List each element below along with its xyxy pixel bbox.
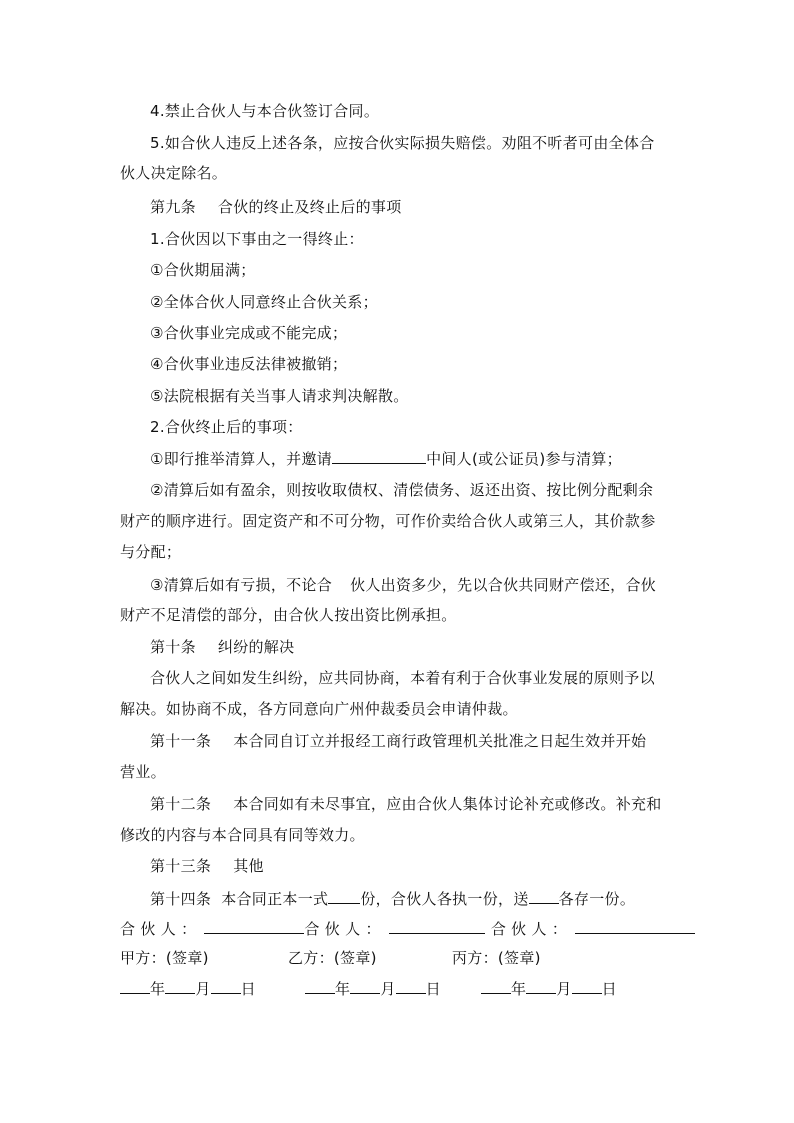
party-a-seal: 甲方：(签章)	[120, 949, 209, 967]
clause-9-item-2-sub-3-cont: 财产不足清偿的部分，由合伙人按出资比例承担。	[120, 606, 457, 624]
date-c: 年 月 日	[481, 978, 617, 999]
day-c-blank[interactable]	[572, 978, 602, 994]
clause-9-sub-3: ③合伙事业完成或不能完成；	[150, 324, 348, 342]
clause-9-item-2-sub-1: ①即行推举清算人，并邀请 中间人(或公证员)参与清算；	[150, 450, 622, 468]
year-c-blank[interactable]	[481, 978, 511, 994]
clause-9-sub-1: ①合伙期届满；	[150, 261, 256, 279]
partner-label-1: 合 伙 人 ：	[120, 920, 197, 938]
clause-9-sub-5: ⑤法院根据有关当事人请求判决解散。	[150, 387, 409, 405]
clause-8-item-4: 4.禁止合伙人与本合伙签订合同。	[150, 102, 380, 120]
partner-3-blank[interactable]	[575, 918, 695, 934]
deliver-to-blank[interactable]	[529, 888, 559, 904]
clause-14: 第十四条 本合同正本一式 份，合伙人各执一份，送 各存一份。	[150, 890, 636, 908]
clause-10-heading: 第十条 纠纷的解决	[150, 638, 295, 656]
month-b-blank[interactable]	[350, 978, 380, 994]
day-b-blank[interactable]	[396, 978, 426, 994]
day-a-blank[interactable]	[211, 978, 241, 994]
clause-11: 第十一条 本合同自订立并报经工商行政管理机关批准之日起生效并开始	[150, 732, 647, 750]
partner-signature-row	[120, 918, 695, 939]
clause-9-sub-4: ④合伙事业违反法律被撤销；	[150, 355, 348, 373]
clause-8-item-5-cont: 伙人决定除名。	[120, 164, 228, 182]
partner-label-2: 合 伙 人 ：	[304, 920, 381, 938]
copies-count-blank[interactable]	[328, 888, 360, 904]
clause-9-item-2-sub-2-cont: 财产的顺序进行。固定资产和不可分物，可作价卖给合伙人或第三人，其价款参	[120, 512, 656, 530]
year-b-blank[interactable]	[305, 978, 335, 994]
partner-1-blank[interactable]	[204, 918, 304, 934]
clause-9-heading: 第九条 合伙的终止及终止后的事项	[150, 198, 402, 216]
clause-9-sub-2: ②全体合伙人同意终止合伙关系；	[150, 293, 378, 311]
month-c-blank[interactable]	[526, 978, 556, 994]
party-b-seal: 乙方：(签章)	[288, 949, 377, 967]
clause-9-item-2: 2.合伙终止后的事项：	[150, 418, 303, 436]
clause-11-cont: 营业。	[120, 763, 166, 781]
clause-12-cont: 修改的内容与本合同具有同等效力。	[120, 826, 365, 844]
intermediary-blank[interactable]	[332, 448, 426, 464]
date-b: 年 月 日	[305, 978, 441, 999]
clause-10-body-cont: 解决。如协商不成，各方同意向广州仲裁委员会申请仲裁。	[120, 700, 518, 718]
clause-13: 第十三条 其他	[150, 857, 264, 875]
year-a-blank[interactable]	[120, 978, 150, 994]
clause-12: 第十二条 本合同如有未尽事宜，应由合伙人集体讨论补充或修改。补充和	[150, 795, 662, 813]
partner-label-3: 合 伙 人 ：	[490, 920, 568, 938]
clause-10-body: 合伙人之间如发生纠纷，应共同协商，本着有利于合伙事业发展的原则予以	[150, 669, 655, 687]
clause-9-item-1: 1.合伙因以下事由之一得终止：	[150, 230, 364, 248]
date-a: 年 月 日	[120, 978, 256, 999]
party-c-seal: 丙方：(签章)	[452, 949, 541, 967]
clause-9-item-2-sub-2-cont2: 与分配；	[120, 543, 182, 561]
clause-9-item-2-sub-2: ②清算后如有盈余，则按收取债权、清偿债务、返还出资、按比例分配剩余	[150, 481, 654, 499]
month-a-blank[interactable]	[165, 978, 195, 994]
partner-2-blank[interactable]	[389, 918, 485, 934]
clause-8-item-5: 5.如合伙人违反上述各条，应按合伙实际损失赔偿。劝阻不听者可由全体合	[150, 134, 655, 152]
clause-9-item-2-sub-3: ③清算后如有亏损，不论合 伙人出资多少，先以合伙共同财产偿还，合伙	[150, 576, 657, 594]
